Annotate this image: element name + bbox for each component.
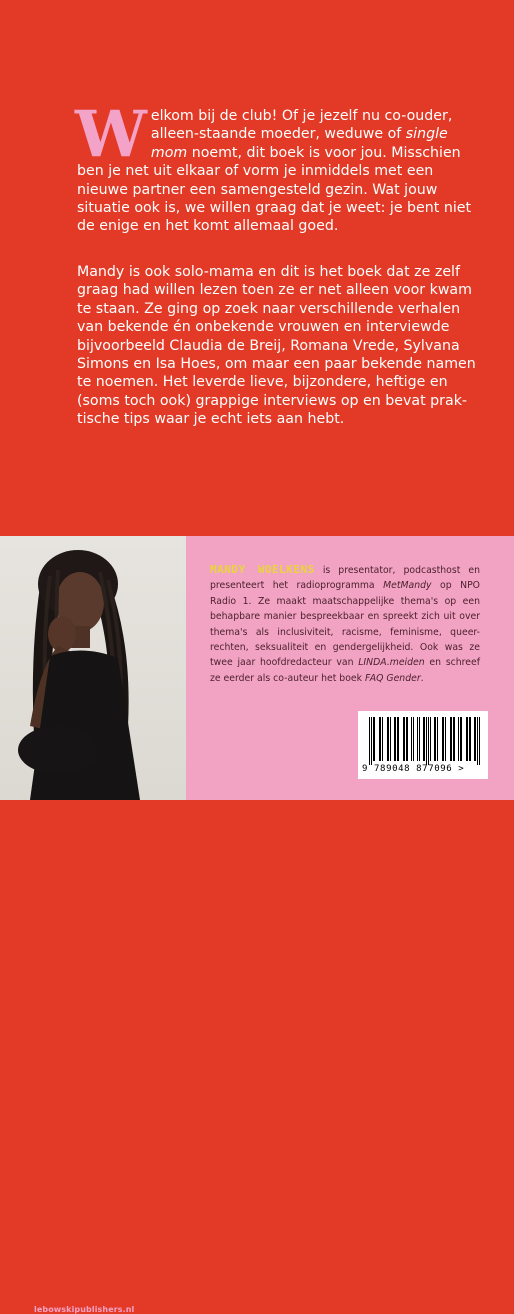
barcode-bar	[373, 717, 375, 761]
barcode-bar	[369, 717, 370, 765]
barcode-bar	[450, 717, 452, 761]
barcode-bar	[419, 717, 420, 761]
barcode-bar	[394, 717, 396, 761]
barcode-bar	[387, 717, 389, 761]
barcode-bar	[469, 717, 471, 761]
bio-italic-3: FAQ Gender	[364, 672, 421, 684]
bio-part-1: is presentator, podcasthost en presenteert het radioprogramma	[210, 565, 481, 592]
barcode	[358, 711, 488, 779]
barcode-bar	[442, 717, 444, 761]
barcode-bar	[426, 717, 427, 765]
barcode-bar	[458, 717, 459, 761]
barcode-bar	[371, 717, 372, 765]
barcode-bar	[430, 717, 431, 761]
red-panel	[0, 0, 514, 536]
barcode-bar	[479, 717, 480, 765]
bio-italic-1: MetMandy	[383, 580, 432, 592]
barcode-number: 9 789048 877096 >	[362, 764, 465, 774]
description-paragraph: Mandy is ook solo-mama en dit is het boek dat ze zelf graag had willen lezen toen ze er net alleen voor kwam te staan. Ze ging op zoek naar verschillende verhalen van bekende én onbekende vrouwen en interviewde bijvoorbeeld Claudia de Breij, Romana Vrede, Sylvana Simons en Isa Hoes, om maar een paar bekende namen te noemen. Het leverde lieve, bijzondere, heftige en (soms toch ook) grappige interviews op en bevat prak-tische tips waar je echt iets aan hebt.	[77, 264, 476, 428]
barcode-bar	[474, 717, 476, 761]
barcode-bar	[466, 717, 468, 761]
barcode-bar	[437, 717, 438, 761]
barcode-bar	[390, 717, 391, 761]
bio-part-2: op NPO Radio 1. Ze maakt maatschappelijke thema's op een behapbare manier bespreekbaar en spreekt zich uit over thema's als inclusiviteit, racisme, feminisme, queer-rechten, seksualiteit en gendergelijkheid. Ook was ze twee jaar hoofdredacteur van	[210, 580, 480, 669]
publisher-url: lebowskipublishers.nl	[34, 1305, 135, 1314]
barcode-bar	[406, 717, 408, 761]
intro-paragraph	[75, 97, 477, 236]
barcode-bar	[382, 717, 383, 761]
intro-text-1: elkom bij de club! Of je jezelf nu co-ouder, alleen-staande moeder, weduwe of	[150, 108, 453, 143]
intro-text-italic: single mom	[150, 126, 448, 161]
barcode-bar	[403, 717, 405, 761]
barcode-bar	[397, 717, 399, 761]
author-photo	[0, 536, 186, 1314]
drop-cap: W	[75, 97, 147, 172]
barcode-bar	[434, 717, 436, 761]
barcode-bar	[379, 717, 381, 761]
author-name: MANDY WOELKENS	[210, 563, 315, 576]
barcode-bars	[368, 717, 480, 765]
barcode-bar	[460, 717, 462, 761]
author-portrait-illustration	[0, 536, 186, 800]
bio-part-4: .	[420, 672, 424, 684]
author-bio	[210, 562, 480, 686]
barcode-bar	[445, 717, 446, 761]
barcode-bar	[428, 717, 429, 765]
bio-part-3: en schreef ze eerder als co-auteur het boek	[210, 657, 480, 684]
intro-text-2: noemt, dit boek is voor jou. Misschien ben je net uit elkaar of vorm je inmiddels met een nieuwe partner een samengesteld gezin. Wat jouw situatie ook is, we willen graag dat je weet: je bent niet de enige en het komt allemaal goed.	[77, 144, 472, 235]
barcode-bar	[417, 717, 418, 761]
barcode-bar	[411, 717, 412, 761]
barcode-bar	[477, 717, 478, 765]
barcode-bar	[413, 717, 414, 761]
bio-italic-2: LINDA.meiden	[358, 657, 425, 669]
barcode-bar	[423, 717, 425, 761]
barcode-bar	[453, 717, 455, 761]
